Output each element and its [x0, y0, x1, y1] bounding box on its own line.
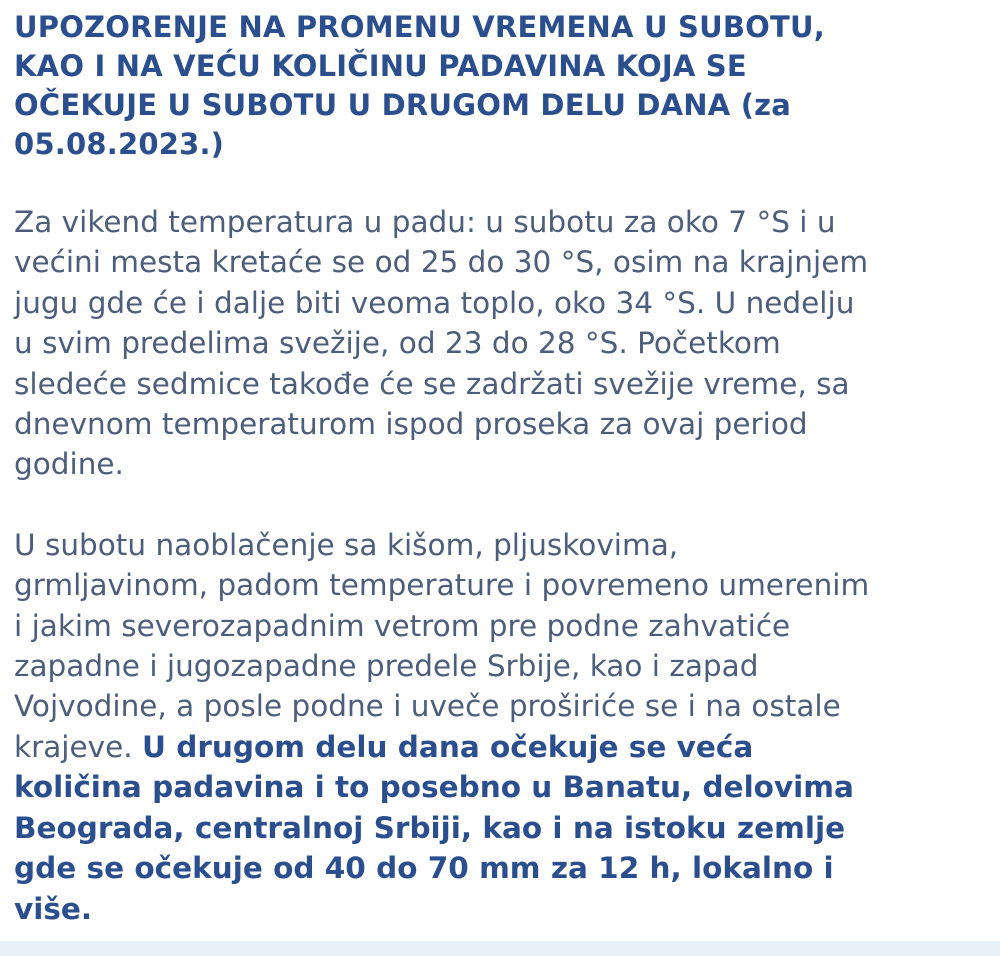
bold-line: više.	[14, 891, 93, 926]
bold-line: Beograda, centralnoj Srbiji, kao i na istoku zemlje	[14, 810, 846, 845]
heading-line: KAO I NA VEĆU KOLIČINU PADAVINA KOJA SE	[14, 49, 747, 83]
heading-line: OČEKUJE U SUBOTU U DRUGOM DELU DANA (za	[14, 88, 792, 122]
text-line: Za vikend temperatura u padu: u subotu za oko 7 °S i u	[14, 205, 836, 239]
text-line-mixed	[14, 727, 1000, 767]
heading-line: 05.08.2023.)	[14, 127, 225, 161]
text-line: sledeće sedmice takođe će se zadržati svežije vreme, sa	[14, 366, 850, 401]
heading-line: UPOZORENJE NA PROMENU VREMENA U SUBOTU,	[14, 10, 825, 44]
article	[14, 8, 1000, 929]
text-normal: krajeve.	[14, 729, 142, 764]
text-line: Vojvodine, a posle podne i uveče proširiće se i na ostale	[14, 689, 841, 724]
text-line: u svim predelima svežije, od 23 do 28 °S. Početkom	[14, 326, 781, 361]
article-heading	[14, 8, 1000, 164]
text-line: većini mesta kretaće se od 25 do 30 °S, osim na krajnjem	[14, 245, 869, 280]
bold-line: gde se očekuje od 40 do 70 mm za 12 h, lokalno i	[14, 851, 834, 886]
text-bold: U drugom delu dana očekuje se veća	[142, 729, 754, 764]
text-line: i jakim severozapadnim vetrom pre podne zahvatiće	[14, 608, 791, 643]
precipitation-paragraph	[14, 525, 1000, 929]
text-line: zapadne i jugozapadne predele Srbije, kao i zapad	[14, 649, 759, 684]
text-line: grmljavinom, padom temperature i povremeno umerenim	[14, 568, 870, 603]
text-line: godine.	[14, 447, 124, 482]
temperature-paragraph	[14, 202, 1000, 485]
bold-line: količina padavina i to posebno u Banatu, delovima	[14, 770, 854, 805]
text-line: U subotu naoblačenje sa kišom, pljuskovima,	[14, 527, 679, 562]
bottom-divider	[0, 941, 1000, 956]
text-line: dnevnom temperaturom ispod proseka za ovaj period	[14, 407, 808, 442]
text-line: jugu gde će i dalje biti veoma toplo, oko 34 °S. U nedelju	[14, 285, 855, 320]
